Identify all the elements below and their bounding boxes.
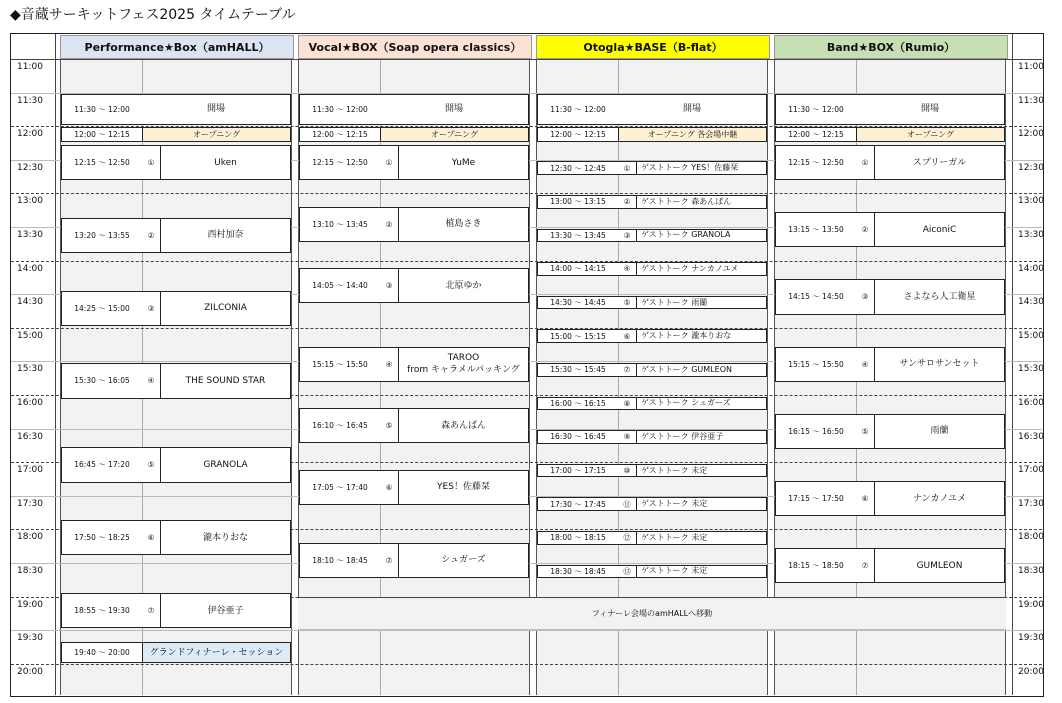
slot-number: ⑦	[385, 555, 393, 565]
slot-time: 17:15 ～ 17:50	[788, 494, 844, 504]
slot-number: ⑤	[623, 298, 631, 308]
time-label-right: 13:00	[1018, 196, 1044, 207]
slot-number: ⑦	[147, 606, 155, 616]
slot-artist: ゲストトーク 未定	[636, 566, 766, 578]
slot-number: ⑨	[623, 432, 631, 442]
time-label-left: 14:30	[17, 297, 43, 308]
header-bottom-rule	[11, 59, 1042, 60]
slot-time: 13:15 ～ 13:50	[788, 225, 844, 235]
time-gridline	[11, 261, 1042, 262]
opening-slot	[537, 127, 767, 143]
slot-number: ④	[861, 359, 869, 369]
slot-number: ②	[623, 197, 631, 207]
performance-slot	[775, 347, 1005, 382]
performance-slot	[299, 470, 529, 505]
slot-number: ④	[623, 264, 631, 274]
slot-time: 13:10 ～ 13:45	[312, 219, 368, 229]
slot-time: 11:30 ～ 12:00	[550, 104, 606, 114]
time-label-left: 17:00	[17, 465, 43, 476]
slot-number: ⑤	[861, 426, 869, 436]
guest-talk-slot	[537, 531, 767, 545]
slot-number: ⑤	[385, 421, 393, 431]
time-label-left: 15:30	[17, 364, 43, 375]
slot-artist: TAROO from キャラメルパッキング	[398, 348, 528, 381]
slot-artist: 雨蘭	[874, 415, 1004, 448]
slot-label: 開場	[682, 104, 701, 115]
venue-header: Band★BOX（Rumio）	[774, 35, 1008, 59]
slot-artist: YES！佐藤栞	[398, 471, 528, 504]
slot-number: ⑥	[147, 533, 155, 543]
slot-label: 開場	[920, 104, 939, 115]
opening-slot	[299, 127, 529, 143]
slot-time: 18:10 ～ 18:45	[312, 555, 368, 565]
timetable	[10, 33, 1044, 697]
slot-number: ③	[385, 281, 393, 291]
slot-number: ③	[861, 292, 869, 302]
time-label-left: 16:00	[17, 398, 43, 408]
slot-time: 18:55 ～ 19:30	[74, 606, 130, 616]
slot-artist: ゲストトーク GRANOLA	[636, 230, 766, 242]
opening-slot	[61, 127, 291, 143]
performance-slot	[61, 145, 291, 180]
slot-label: グランドフィナーレ・セッション	[142, 643, 290, 661]
performance-slot	[299, 408, 529, 443]
guest-talk-slot	[537, 565, 767, 579]
performance-slot	[299, 347, 529, 382]
slot-label: オープニング 各会場中継	[618, 128, 766, 142]
performance-slot	[61, 218, 291, 253]
slot-artist: ゲストトーク 森あんぱん	[636, 196, 766, 208]
slot-artist: THE SOUND STAR	[160, 364, 290, 397]
venue-header: Vocal★BOX（Soap opera classics）	[298, 35, 532, 59]
slot-artist: ゲストトーク 雨蘭	[636, 297, 766, 309]
slot-time: 12:00 ～ 12:15	[74, 130, 130, 140]
slot-number: ⑦	[861, 561, 869, 571]
slot-number: ⑥	[623, 331, 631, 341]
slot-time: 12:15 ～ 12:50	[788, 158, 844, 168]
guest-talk-slot	[537, 464, 767, 478]
slot-number: ①	[385, 158, 393, 168]
doors-open-slot	[537, 94, 767, 126]
time-label-right: 14:00	[1018, 263, 1044, 274]
slot-artist: 北原ゆか	[398, 269, 528, 302]
slot-number: ②	[861, 225, 869, 235]
slot-time: 15:30 ～ 15:45	[550, 365, 606, 375]
slot-time: 14:15 ～ 14:50	[788, 292, 844, 302]
slot-time: 12:00 ～ 12:15	[312, 130, 368, 140]
slot-artist: Uken	[160, 146, 290, 179]
slot-number: ⑫	[623, 533, 631, 543]
time-label-left: 18:00	[17, 532, 43, 543]
slot-number: ⑧	[623, 398, 631, 408]
time-label-left: 19:30	[17, 633, 43, 644]
grand-finale-slot	[61, 642, 291, 662]
time-label-left: 11:00	[17, 62, 43, 72]
time-gridline	[11, 328, 1042, 329]
slot-artist: サンサロサンセット	[874, 348, 1004, 381]
slot-time: 12:15 ～ 12:50	[74, 158, 130, 168]
slot-label: 開場	[444, 104, 463, 115]
performance-slot	[775, 414, 1005, 449]
slot-artist: 瀧本りおな	[160, 521, 290, 554]
slot-artist: ゲストトーク 未定	[636, 465, 766, 477]
opening-slot	[775, 127, 1005, 143]
time-label-left: 18:30	[17, 566, 43, 576]
guest-talk-slot	[537, 497, 767, 511]
slot-time: 13:20 ～ 13:55	[74, 230, 130, 240]
slot-artist: ゲストトーク シュガーズ	[636, 398, 766, 410]
time-label-right: 15:00	[1018, 330, 1044, 341]
slot-time: 16:45 ～ 17:20	[74, 460, 130, 470]
slot-time: 16:30 ～ 16:45	[550, 432, 606, 442]
performance-slot	[61, 363, 291, 398]
slot-artist: ゲストトーク GUMLEON	[636, 364, 766, 376]
time-label-right: 16:00	[1018, 398, 1044, 408]
slot-number: ①	[147, 158, 155, 168]
slot-artist: ゲストトーク YES！佐藤栞	[636, 162, 766, 174]
slot-artist: スプリーガル	[874, 146, 1004, 179]
slot-time: 15:30 ～ 16:05	[74, 376, 130, 386]
performance-slot	[775, 279, 1005, 314]
slot-time: 13:00 ～ 13:15	[550, 197, 606, 207]
time-label-left: 19:00	[17, 599, 43, 610]
slot-time: 14:05 ～ 14:40	[312, 281, 368, 291]
slot-time: 14:25 ～ 15:00	[74, 303, 130, 313]
performance-slot	[299, 207, 529, 242]
time-label-right: 15:30	[1018, 364, 1044, 375]
performance-slot	[775, 212, 1005, 247]
guest-talk-slot	[537, 430, 767, 444]
doors-open-slot	[61, 94, 291, 126]
slot-number: ①	[623, 163, 631, 173]
performance-slot	[775, 481, 1005, 516]
slot-time: 12:30 ～ 12:45	[550, 163, 606, 173]
time-label-right: 11:30	[1018, 95, 1044, 106]
slot-artist: AiconiC	[874, 213, 1004, 246]
slot-number: ②	[147, 230, 155, 240]
slot-time: 17:05 ～ 17:40	[312, 482, 368, 492]
slot-time: 11:30 ～ 12:00	[312, 104, 368, 114]
performance-slot	[61, 593, 291, 628]
slot-artist: ゲストトーク 瀧本りおな	[636, 330, 766, 342]
slot-artist: ナンカノユメ	[874, 482, 1004, 515]
slot-artist: 森あんぱん	[398, 409, 528, 442]
slot-artist: シュガーズ	[398, 544, 528, 577]
venue-header: Performance★Box（amHALL）	[60, 35, 294, 59]
slot-label: オープニング	[142, 128, 290, 142]
slot-time: 12:00 ～ 12:15	[788, 130, 844, 140]
slot-time: 18:30 ～ 18:45	[550, 566, 606, 576]
performance-slot	[61, 447, 291, 482]
slot-time: 16:00 ～ 16:15	[550, 398, 606, 408]
slot-artist: GUMLEON	[874, 549, 1004, 582]
slot-label: オープニング	[856, 128, 1004, 142]
slot-time: 14:00 ～ 14:15	[550, 264, 606, 274]
time-label-left: 12:00	[17, 129, 43, 140]
time-label-right: 18:30	[1018, 566, 1044, 576]
slot-time: 18:15 ～ 18:50	[788, 561, 844, 571]
slot-time: 11:30 ～ 12:00	[788, 104, 844, 114]
slot-artist: 植島さき	[398, 208, 528, 241]
time-label-right: 18:00	[1018, 532, 1044, 543]
time-label-right: 13:30	[1018, 230, 1044, 240]
performance-slot	[299, 543, 529, 578]
slot-time: 12:15 ～ 12:50	[312, 158, 368, 168]
slot-number: ⑬	[623, 566, 631, 576]
slot-artist: ZILCONIA	[160, 292, 290, 325]
slot-time: 17:00 ～ 17:15	[550, 466, 606, 476]
performance-slot	[299, 268, 529, 303]
time-label-right: 12:30	[1018, 162, 1044, 173]
time-label-right: 19:00	[1018, 599, 1044, 610]
slot-number: ②	[385, 219, 393, 229]
slot-artist: YuMe	[398, 146, 528, 179]
time-label-left: 13:30	[17, 230, 43, 240]
guest-talk-slot	[537, 296, 767, 310]
time-label-left: 12:30	[17, 162, 43, 173]
slot-number: ⑤	[147, 460, 155, 470]
performance-slot	[775, 145, 1005, 180]
slot-artist: 伊谷亜子	[160, 594, 290, 627]
slot-time: 12:00 ～ 12:15	[550, 130, 606, 140]
guest-talk-slot	[537, 229, 767, 243]
venue-header: Otogla★BASE（B-flat）	[536, 35, 770, 59]
slot-time: 19:40 ～ 20:00	[74, 648, 130, 658]
slot-number: ④	[147, 376, 155, 386]
slot-time: 15:15 ～ 15:50	[312, 359, 368, 369]
performance-slot	[775, 548, 1005, 583]
time-label-right: 20:00	[1018, 666, 1044, 677]
guest-talk-slot	[537, 363, 767, 377]
slot-number: ⑥	[861, 494, 869, 504]
slot-number: ①	[861, 158, 869, 168]
slot-number: ⑩	[623, 466, 631, 476]
time-label-left: 13:00	[17, 196, 43, 207]
performance-slot	[61, 520, 291, 555]
time-label-right: 19:30	[1018, 633, 1044, 644]
move-to-finale-notice: フィナーレ会場のamHALLへ移動	[298, 597, 1006, 631]
slot-number: ③	[147, 303, 155, 313]
slot-artist: ゲストトーク 伊谷亜子	[636, 431, 766, 443]
slot-number: ⑥	[385, 482, 393, 492]
time-gridline	[11, 630, 1042, 631]
slot-time: 16:15 ～ 16:50	[788, 426, 844, 436]
slot-label: オープニング	[380, 128, 528, 142]
time-label-left: 17:30	[17, 498, 43, 509]
slot-time: 17:50 ～ 18:25	[74, 533, 130, 543]
slot-number: ⑪	[623, 499, 631, 509]
slot-time: 16:10 ～ 16:45	[312, 421, 368, 431]
doors-open-slot	[299, 94, 529, 126]
slot-number: ③	[623, 230, 631, 240]
time-gridline	[11, 193, 1042, 194]
time-label-left: 14:00	[17, 263, 43, 274]
doors-open-slot	[775, 94, 1005, 126]
guest-talk-slot	[537, 262, 767, 276]
slot-number: ⑦	[623, 365, 631, 375]
guest-talk-slot	[537, 195, 767, 209]
slot-time: 13:30 ～ 13:45	[550, 230, 606, 240]
time-label-right: 16:30	[1018, 431, 1044, 442]
slot-artist: さよなら人工衛星	[874, 280, 1004, 313]
guest-talk-slot	[537, 397, 767, 411]
slot-time: 18:00 ～ 18:15	[550, 533, 606, 543]
slot-time: 17:30 ～ 17:45	[550, 499, 606, 509]
time-label-right: 14:30	[1018, 297, 1044, 308]
time-label-left: 16:30	[17, 431, 43, 442]
time-label-right: 12:00	[1018, 129, 1044, 140]
guest-talk-slot	[537, 161, 767, 175]
time-gridline	[11, 664, 1042, 665]
performance-slot	[299, 145, 529, 180]
performance-slot	[61, 291, 291, 326]
slot-time: 15:00 ～ 15:15	[550, 331, 606, 341]
slot-time: 15:15 ～ 15:50	[788, 359, 844, 369]
slot-artist: GRANOLA	[160, 448, 290, 481]
guest-talk-slot	[537, 329, 767, 343]
time-label-right: 17:00	[1018, 465, 1044, 476]
page-title: ◆音蔵サーキットフェス2025 タイムテーブル	[10, 7, 296, 23]
slot-artist: 西村加奈	[160, 219, 290, 252]
time-label-right: 17:30	[1018, 498, 1044, 509]
slot-label: 開場	[206, 104, 225, 115]
slot-artist: ゲストトーク 未定	[636, 498, 766, 510]
slot-time: 11:30 ～ 12:00	[74, 104, 130, 114]
slot-time: 14:30 ～ 14:45	[550, 298, 606, 308]
slot-number: ④	[385, 359, 393, 369]
slot-artist: ゲストトーク ナンカノユメ	[636, 263, 766, 275]
time-label-left: 20:00	[17, 666, 43, 677]
slot-artist: ゲストトーク 未定	[636, 532, 766, 544]
time-label-right: 11:00	[1018, 62, 1044, 72]
time-label-left: 15:00	[17, 330, 43, 341]
time-label-left: 11:30	[17, 95, 43, 106]
